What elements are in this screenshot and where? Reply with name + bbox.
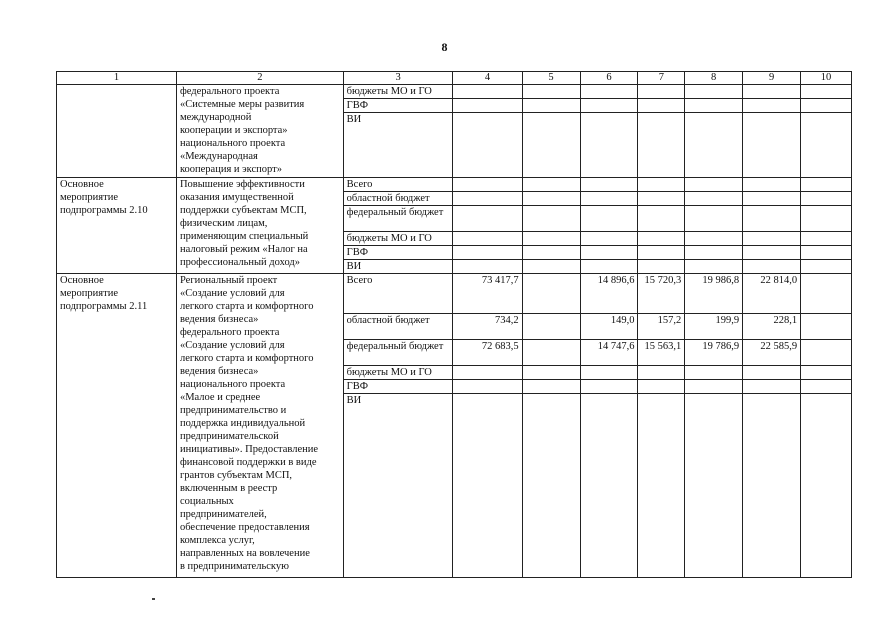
col-header: 1	[57, 72, 177, 85]
value-cell	[801, 340, 852, 366]
table-row	[57, 178, 852, 192]
value-cell: 734,2	[453, 314, 522, 340]
desc-line: поддержка индивидуальной	[179, 418, 306, 429]
desc-line: легкого старта и комфортного	[179, 301, 314, 312]
scan-speck	[152, 598, 155, 600]
value-cell	[801, 274, 852, 314]
desc-line: направленных на вовлечение	[179, 548, 310, 559]
source-cell: ВИ	[343, 113, 453, 178]
value-cell	[522, 274, 580, 314]
source-cell: бюджеты МО и ГО	[343, 232, 453, 246]
value-cell: 228,1	[743, 314, 801, 340]
value-cell: 199,9	[685, 314, 743, 340]
value-cell	[801, 314, 852, 340]
table-row	[57, 274, 852, 314]
col-header: 8	[685, 72, 743, 85]
header-row	[57, 72, 852, 85]
col-header: 5	[522, 72, 580, 85]
desc-line: легкого старта и комфортного	[179, 353, 314, 364]
desc-line: ведения бизнеса»	[179, 314, 259, 325]
source-cell: бюджеты МО и ГО	[343, 85, 453, 99]
source-cell: областной бюджет	[343, 192, 453, 206]
desc-line: кооперация и экспорт»	[179, 164, 282, 175]
desc-line: Повышение эффективности	[179, 179, 305, 190]
desc-line: «Малое и среднее	[179, 392, 261, 403]
desc-line: налоговый режим «Налог на	[179, 244, 308, 255]
desc-line: «Создание условий для	[179, 288, 285, 299]
col-header: 4	[453, 72, 522, 85]
desc-line: федерального проекта	[179, 327, 280, 338]
desc-line: международной	[179, 112, 252, 123]
source-cell: областной бюджет	[343, 314, 453, 340]
desc-line: ведения бизнеса»	[179, 366, 259, 377]
name-line: Основное	[60, 275, 104, 286]
source-cell: федеральный бюджет	[343, 206, 453, 232]
col-header: 10	[801, 72, 852, 85]
value-cell: 157,2	[638, 314, 685, 340]
name-line: подпрограммы 2.11	[60, 301, 148, 312]
value-cell: 19 986,8	[685, 274, 743, 314]
value-cell: 19 786,9	[685, 340, 743, 366]
value-cell: 15 720,3	[638, 274, 685, 314]
value-cell: 72 683,5	[453, 340, 522, 366]
desc-line: «Международная	[179, 151, 258, 162]
value-cell: 14 747,6	[580, 340, 638, 366]
desc-line: профессиональный доход»	[179, 257, 301, 268]
desc-line: обеспечение предоставления	[179, 522, 310, 533]
col-header: 7	[638, 72, 685, 85]
name-line: мероприятие	[60, 192, 118, 203]
desc-line: национального проекта	[179, 379, 286, 390]
source-cell: ВИ	[343, 260, 453, 274]
name-cell	[57, 85, 177, 178]
desc-cell	[176, 274, 343, 578]
name-cell	[57, 274, 177, 578]
desc-line: оказания имущественной	[179, 192, 294, 203]
table-row	[57, 85, 852, 99]
desc-cell	[176, 85, 343, 178]
desc-line: физическим лицам,	[179, 218, 268, 229]
value-cell	[522, 314, 580, 340]
budget-table	[56, 71, 852, 578]
source-cell: Всего	[343, 274, 453, 314]
desc-line: предпринимателей,	[179, 509, 267, 520]
desc-line: Региональный проект	[179, 275, 278, 286]
value-cell: 73 417,7	[453, 274, 522, 314]
col-header: 9	[743, 72, 801, 85]
name-line: мероприятие	[60, 288, 118, 299]
desc-cell	[176, 178, 343, 274]
source-cell: ГВФ	[343, 246, 453, 260]
name-line: подпрограммы 2.10	[60, 205, 148, 216]
name-line: Основное	[60, 179, 104, 190]
source-cell: Всего	[343, 178, 453, 192]
source-cell: федеральный бюджет	[343, 340, 453, 366]
desc-line: предпринимательской	[179, 431, 279, 442]
name-cell	[57, 178, 177, 274]
source-cell: ВИ	[343, 394, 453, 578]
col-header: 3	[343, 72, 453, 85]
desc-line: федерального проекта	[179, 86, 280, 97]
desc-line: применяющим специальный	[179, 231, 309, 242]
value-cell: 22 585,9	[743, 340, 801, 366]
value-cell	[522, 340, 580, 366]
source-cell: ГВФ	[343, 380, 453, 394]
desc-line: кооперации и экспорта»	[179, 125, 288, 136]
col-header: 6	[580, 72, 638, 85]
value-cell: 14 896,6	[580, 274, 638, 314]
desc-line: в предпринимательскую	[179, 561, 289, 572]
source-cell: ГВФ	[343, 99, 453, 113]
value-cell: 22 814,0	[743, 274, 801, 314]
desc-line: предпринимательство и	[179, 405, 287, 416]
desc-line: грантов субъектам МСП,	[179, 470, 293, 481]
desc-line: «Создание условий для	[179, 340, 285, 351]
desc-line: инициативы». Предоставление	[179, 444, 319, 455]
desc-line: «Системные меры развития	[179, 99, 305, 110]
source-cell: бюджеты МО и ГО	[343, 366, 453, 380]
page-number: 8	[441, 40, 448, 54]
col-header: 2	[176, 72, 343, 85]
desc-line: комплекса услуг,	[179, 535, 255, 546]
desc-line: социальных	[179, 496, 234, 507]
desc-line: национального проекта	[179, 138, 286, 149]
desc-line: поддержки субъектам МСП,	[179, 205, 307, 216]
desc-line: включенным в реестр	[179, 483, 278, 494]
value-cell: 149,0	[580, 314, 638, 340]
value-cell: 15 563,1	[638, 340, 685, 366]
desc-line: финансовой поддержки в виде	[179, 457, 317, 468]
